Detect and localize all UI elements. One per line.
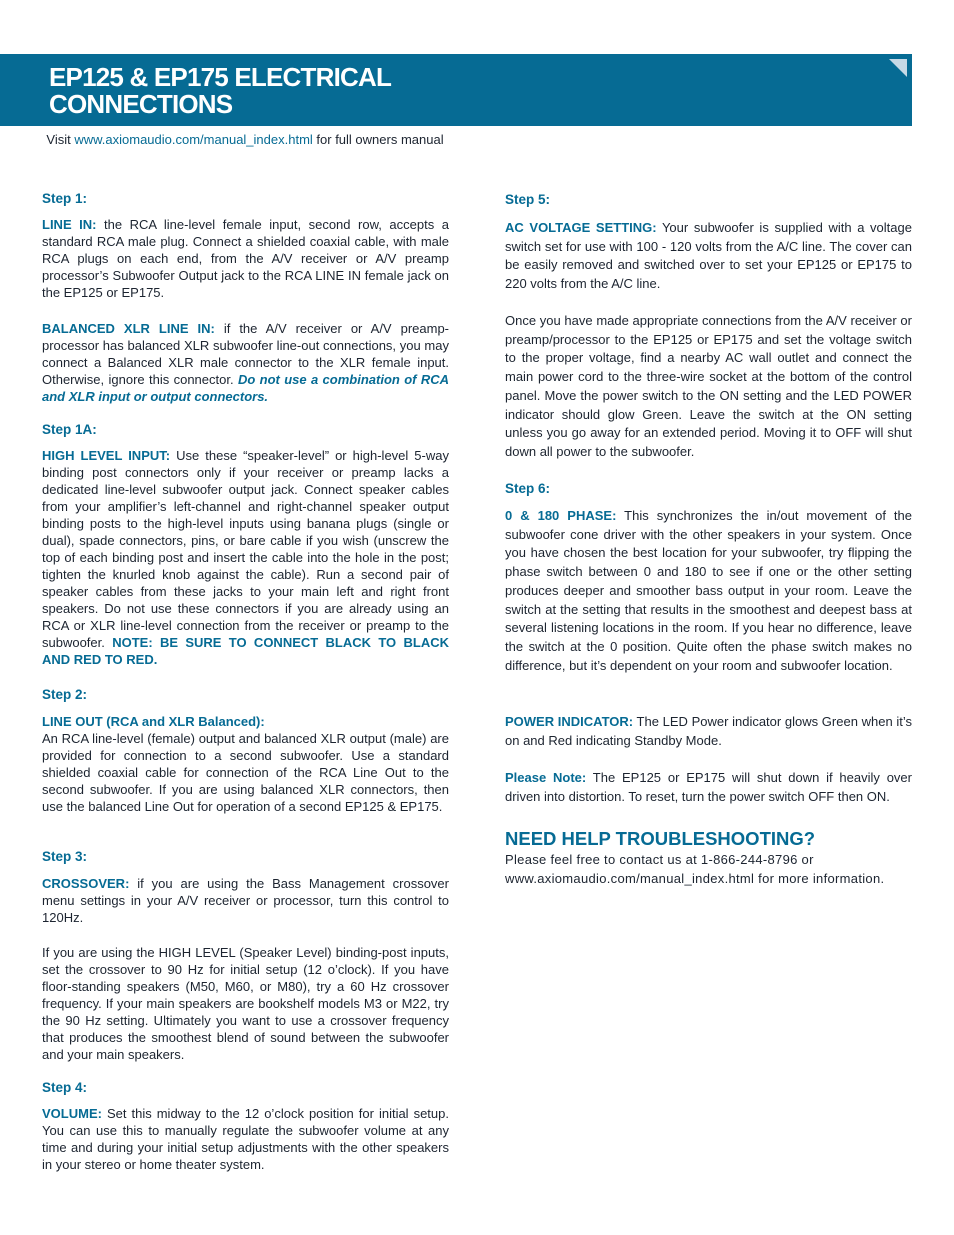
please-note-text: The EP125 or EP175 will shut down if heavily over driven into distortion. To reset, turn the power switch OFF then ON. (505, 770, 912, 804)
line-in-paragraph (42, 216, 449, 301)
high-level-input-label: HIGH LEVEL INPUT: (42, 448, 171, 463)
visit-suffix: for full owners manual (312, 132, 444, 147)
crossover-paragraph-2: If you are using the HIGH LEVEL (Speaker Level) binding-post inputs, set the crossover to 90 Hz for initial setup (12 o’clock). If you have floor-standing speakers (M50, M60, or M80), try a 60 Hz crossover frequency. If your main speakers are bookshelf models M3 or M22, try the 90 Hz setting. Ultimately you want to use a crossover frequency that produces the smoothest blend of sound between the subwoofer and your main speakers. (42, 945, 449, 1062)
power-indicator-paragraph (505, 713, 912, 750)
please-note-paragraph (505, 769, 912, 806)
title-banner (0, 54, 912, 126)
line-out-text: An RCA line-level (female) output and balanced XLR output (male) are provided for connection to a second subwoofer. Use a standard shielded coaxial cable for connection of the RCA Line Out to the second subwoofer. If you are using balanced XLR connectors, then use the balanced Line Out for operation of a second EP125 & EP175. (42, 731, 449, 814)
volume-label: VOLUME: (42, 1106, 102, 1121)
step-1-heading: Step 1: (42, 191, 88, 206)
page-corner-triangle-icon (889, 59, 907, 77)
phase-label: 0 & 180 PHASE: (505, 508, 617, 523)
line-out-paragraph (42, 713, 449, 815)
ac-voltage-paragraph (505, 219, 912, 294)
high-level-input-text: Use these “speaker-level” or high-level 5-way binding post connectors only if your receiver or preamp lacks a dedicated line-level subwoofer output jack. Connect speaker cables from your amplifier’s left-channel and right-channel speaker output binding posts to the high-level inputs using banana plugs (single or dual), spade connectors, pins, or bare cable if you wish (unscrew the top of each binding post and insert the cable into the hole in the post; tighten the knurled knob against the cable). Run a second pair of speaker cables from these jacks to your main left and right front speakers. Do not use these connectors if you are already using an RCA or XLR line-level connection from the receiver or preamp to the subwoofer. (42, 448, 449, 650)
step-2-heading: Step 2: (42, 687, 88, 702)
manual-link-note (40, 128, 450, 151)
help-line-1: Please feel free to contact us at 1-866-244-8796 or (505, 852, 814, 867)
ac-voltage-label: AC VOLTAGE SETTING: (505, 220, 657, 235)
balanced-xlr-warning: Do not use a combination of RCA and XLR input or output connectors. (42, 372, 449, 404)
phase-paragraph (505, 507, 912, 675)
help-line-2[interactable]: www.axiomaudio.com/manual_index.html for more information. (505, 871, 885, 886)
please-note-label: Please Note: (505, 770, 587, 785)
crossover-label: CROSSOVER: (42, 876, 130, 891)
line-in-label: LINE IN: (42, 217, 97, 232)
step-6-heading: Step 6: (505, 481, 551, 496)
line-in-text: the RCA line-level female input, second row, accepts a standard RCA male plug. Connect a shielded coaxial cable, with male RCA plugs on each end, from the A/V receiver or A/V preamp processor’s Subwoofer Output jack to the RCA LINE IN female jack on the EP125 or EP175. (42, 217, 449, 300)
phase-text: This synchronizes the in/out movement of the subwoofer cone driver with the other speakers in your system. Once you have chosen the best location for your subwoofer, try flipping the phase switch between 0 and 180 to see if one or the other setting produces deeper and smoother bass output in your room. Leave the switch at the setting that results in the smoothest and deepest bass at several listening locations in the room. If you hear no difference, leave the switch at the 0 position. Quite often the phase switch makes no difference, but it’s dependent on your room and subwoofer location. (505, 508, 913, 673)
power-connection-paragraph: Once you have made appropriate connections from the A/V receiver or preamp/processor to the EP125 or EP175 and set the voltage switch to the proper voltage, find a nearby AC wall outlet and connect the main power cord to the three-wire socket at the bottom of the control panel. Move the power switch to the ON setting and the LED POWER indicator should glow Green. Leave the switch at the ON setting unless you go away for an extended period. Moving it to OFF will shut down all power to the subwoofer. (505, 313, 912, 459)
high-level-input-note: NOTE: BE SURE TO CONNECT BLACK TO BLACK AND RED TO RED. (42, 635, 449, 667)
visit-prefix: Visit (46, 132, 75, 147)
crossover-paragraph (42, 875, 449, 926)
volume-text: Set this midway to the 12 o’clock position for initial setup. You can use this to manually regulate the subwoofer volume at any time and during your initial setup adjustments with the other speakers in your stereo or home theater system. (42, 1106, 449, 1172)
high-level-input-paragraph (42, 447, 449, 668)
manual-url-link[interactable]: www.axiomaudio.com/manual_index.html (74, 132, 313, 147)
power-indicator-label: POWER INDICATOR: (505, 714, 634, 729)
balanced-xlr-paragraph (42, 320, 449, 405)
volume-paragraph (42, 1105, 449, 1173)
balanced-xlr-label: BALANCED XLR LINE IN: (42, 321, 215, 336)
help-paragraph (505, 850, 912, 888)
power-indicator-text: The LED Power indicator glows Green when it’s on and Red indicating Standby Mode. (505, 714, 912, 748)
step-3-heading: Step 3: (42, 849, 88, 864)
step-5-heading: Step 5: (505, 192, 551, 207)
page-title: EP125 & EP175 ELECTRICAL CONNECTIONS (49, 62, 391, 119)
step-4-heading: Step 4: (42, 1080, 88, 1095)
line-out-label: LINE OUT (RCA and XLR Balanced): (42, 714, 265, 729)
help-heading: NEED HELP TROUBLESHOOTING? (505, 828, 816, 849)
ac-voltage-text: Your subwoofer is supplied with a voltage switch set for use with 100 - 120 volts from the A/C line. The cover can be easily removed and switched over to set your EP125 or EP175 to 220 volts from the A/C line. (505, 220, 912, 292)
crossover-text: if you are using the Bass Management crossover menu settings in your A/V receiver or processor, turn this control to 120Hz. (42, 876, 449, 925)
balanced-xlr-text: if the A/V receiver or A/V preamp-processor has balanced XLR subwoofer line-out connections, you may connect a Balanced XLR male connector to the XLR female input. Otherwise, ignore this connector. (42, 321, 449, 387)
step-1a-heading: Step 1A: (42, 422, 97, 437)
